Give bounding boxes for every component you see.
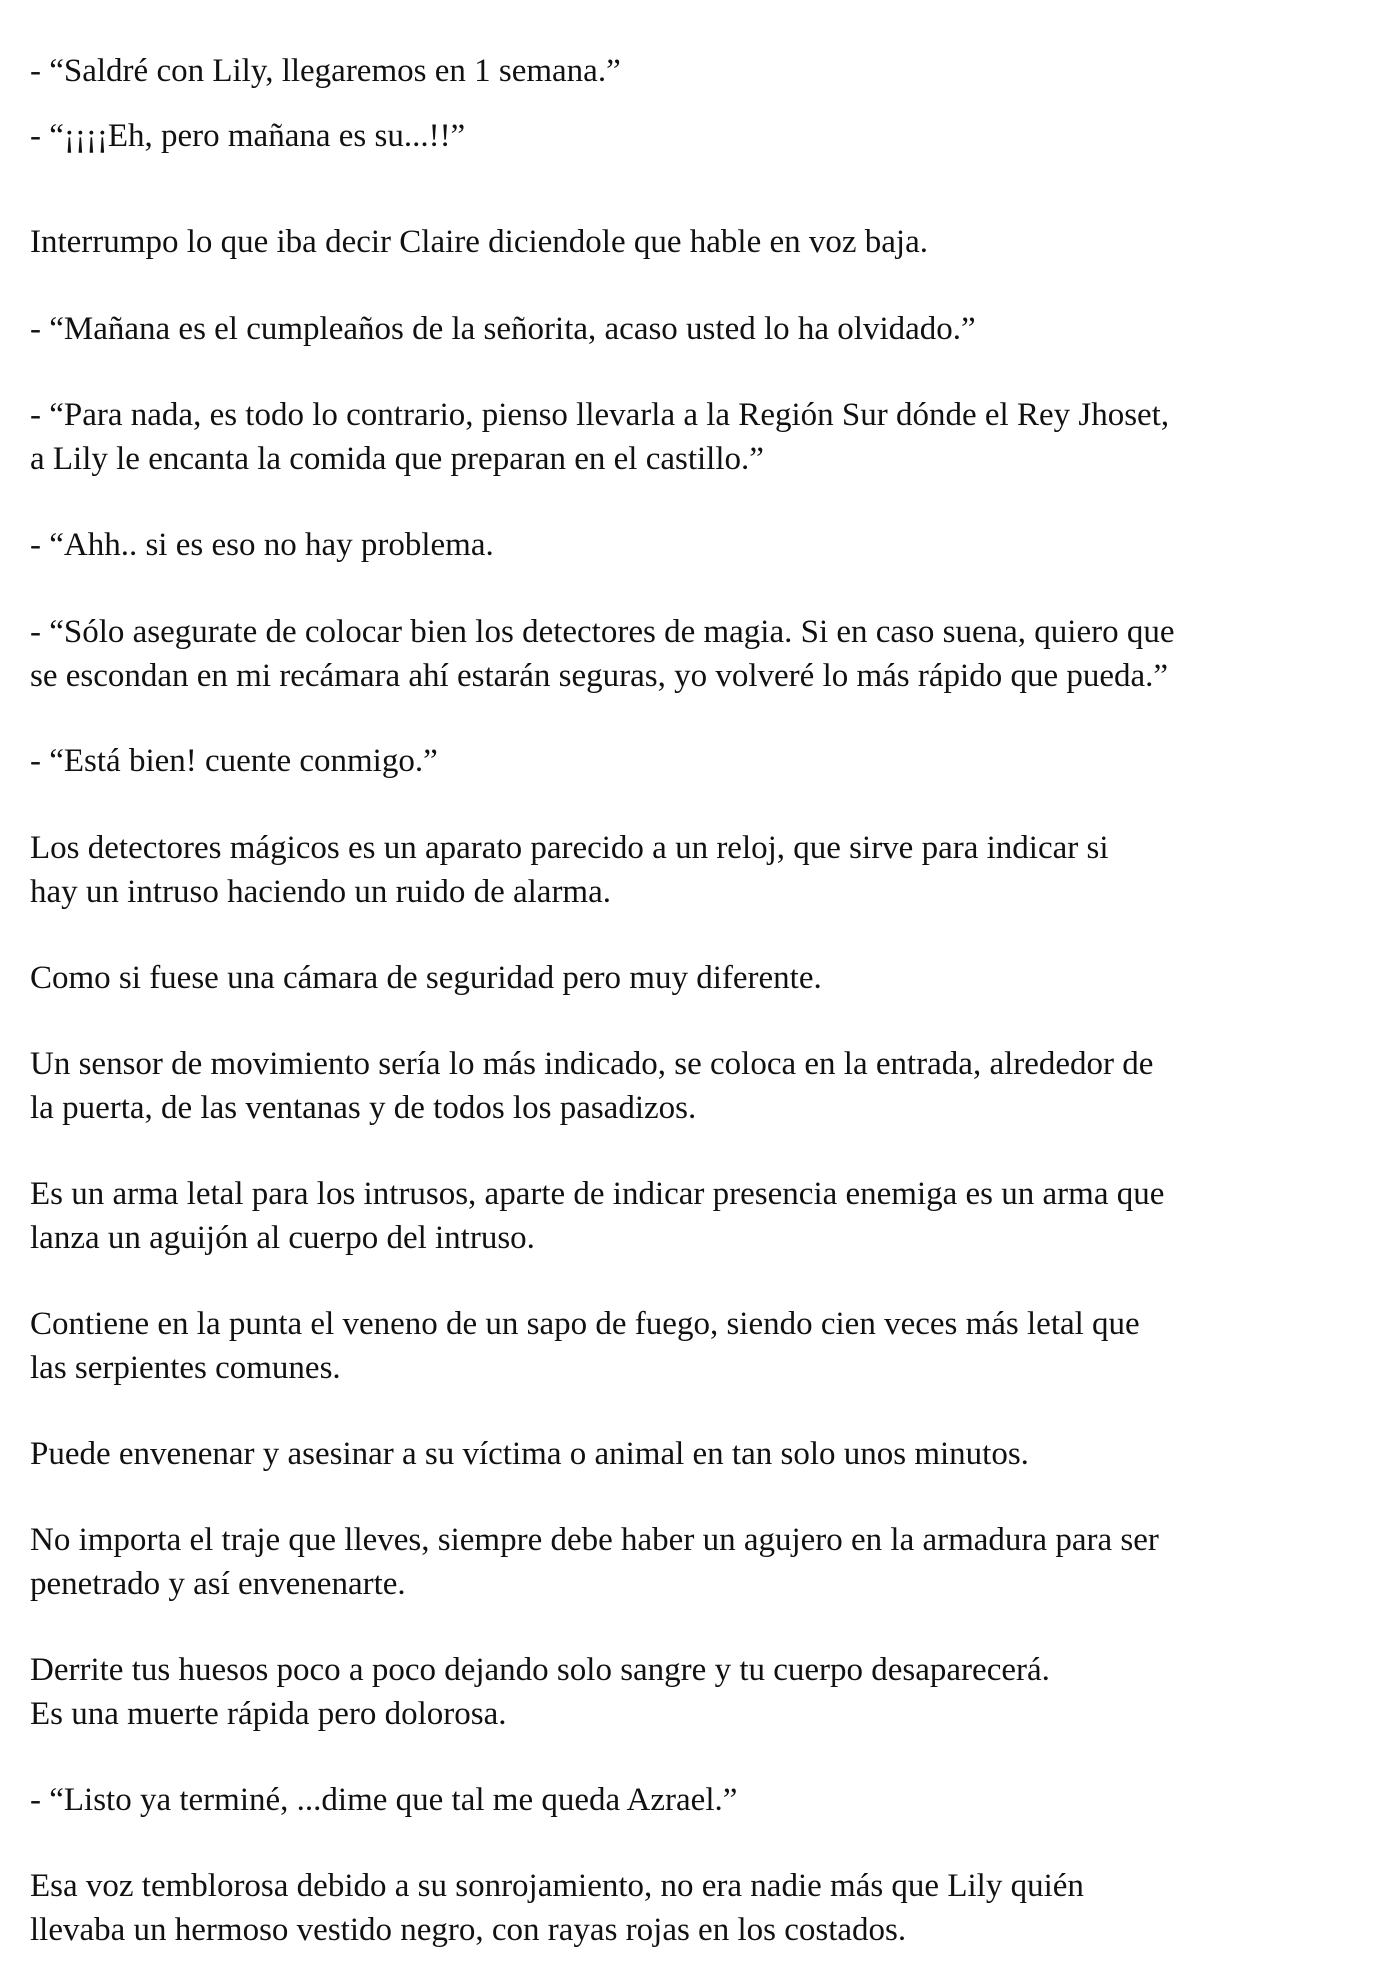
paragraph-16 bbox=[30, 1648, 1390, 1736]
paragraph-7 bbox=[30, 610, 1390, 698]
text-line: penetrado y así envenenarte. bbox=[30, 1566, 406, 1602]
text-line: Como si fuese una cámara de seguridad pero muy diferente. bbox=[30, 960, 822, 996]
text-line: - “Ahh.. si es eso no hay problema. bbox=[30, 527, 494, 563]
text-line: a Lily le encanta la comida que preparan en el castillo.” bbox=[30, 441, 764, 477]
text-line: la puerta, de las ventanas y de todos los pasadizos. bbox=[30, 1090, 697, 1126]
text-line: se escondan en mi recámara ahí estarán seguras, yo volveré lo más rápido que pueda.” bbox=[30, 658, 1169, 694]
text-line: Es una muerte rápida pero dolorosa. bbox=[30, 1696, 507, 1732]
text-line: Puede envenenar y asesinar a su víctima o animal en tan solo unos minutos. bbox=[30, 1436, 1029, 1472]
text-line: - “Saldré con Lily, llegaremos en 1 semana.” bbox=[30, 53, 621, 89]
paragraph-12 bbox=[30, 1172, 1390, 1260]
text-line: - “Mañana es el cumpleaños de la señorita, acaso usted lo ha olvidado.” bbox=[30, 311, 976, 347]
text-line: lanza un aguijón al cuerpo del intruso. bbox=[30, 1220, 535, 1256]
text-line: las serpientes comunes. bbox=[30, 1350, 341, 1386]
text-line: llevaba un hermoso vestido negro, con rayas rojas en los costados. bbox=[30, 1912, 907, 1948]
paragraph-3 bbox=[30, 220, 1390, 264]
text-line: Es un arma letal para los intrusos, aparte de indicar presencia enemiga es un arma que bbox=[30, 1176, 1165, 1212]
text-line: - “Está bien! cuente conmigo.” bbox=[30, 743, 438, 779]
paragraph-15 bbox=[30, 1518, 1390, 1606]
paragraph-9 bbox=[30, 826, 1390, 914]
paragraph-4 bbox=[30, 307, 1390, 351]
text-line: hay un intruso haciendo un ruido de alarma. bbox=[30, 874, 611, 910]
text-line: Esa voz temblorosa debido a su sonrojamiento, no era nadie más que Lily quién bbox=[30, 1868, 1084, 1904]
text-line: - “Para nada, es todo lo contrario, pienso llevarla a la Región Sur dónde el Rey Jhoset, bbox=[30, 397, 1170, 433]
paragraph-18 bbox=[30, 1864, 1390, 1952]
text-line: Derrite tus huesos poco a poco dejando solo sangre y tu cuerpo desaparecerá. bbox=[30, 1652, 1050, 1688]
paragraph-6 bbox=[30, 523, 1390, 567]
paragraph-13 bbox=[30, 1302, 1390, 1390]
text-line: - “Listo ya terminé, ...dime que tal me queda Azrael.” bbox=[30, 1782, 738, 1818]
paragraph-1 bbox=[30, 49, 1390, 93]
text-line: Interrumpo lo que iba decir Claire diciendole que hable en voz baja. bbox=[30, 224, 928, 260]
paragraph-11 bbox=[30, 1042, 1390, 1130]
text-line: - “Sólo asegurate de colocar bien los detectores de magia. Si en caso suena, quiero que bbox=[30, 614, 1175, 650]
paragraph-2 bbox=[30, 114, 1390, 158]
text-line: Un sensor de movimiento sería lo más indicado, se coloca en la entrada, alrededor de bbox=[30, 1046, 1154, 1082]
text-line: Los detectores mágicos es un aparato parecido a un reloj, que sirve para indicar si bbox=[30, 830, 1109, 866]
text-line: No importa el traje que lleves, siempre debe haber un agujero en la armadura para ser bbox=[30, 1522, 1159, 1558]
text-line: Contiene en la punta el veneno de un sapo de fuego, siendo cien veces más letal que bbox=[30, 1306, 1140, 1342]
text-line: - “¡¡¡¡Eh, pero mañana es su...!!” bbox=[30, 118, 466, 154]
paragraph-14 bbox=[30, 1432, 1390, 1476]
paragraph-5 bbox=[30, 393, 1390, 481]
paragraph-8 bbox=[30, 739, 1390, 783]
paragraph-17 bbox=[30, 1778, 1390, 1822]
paragraph-10 bbox=[30, 956, 1390, 1000]
